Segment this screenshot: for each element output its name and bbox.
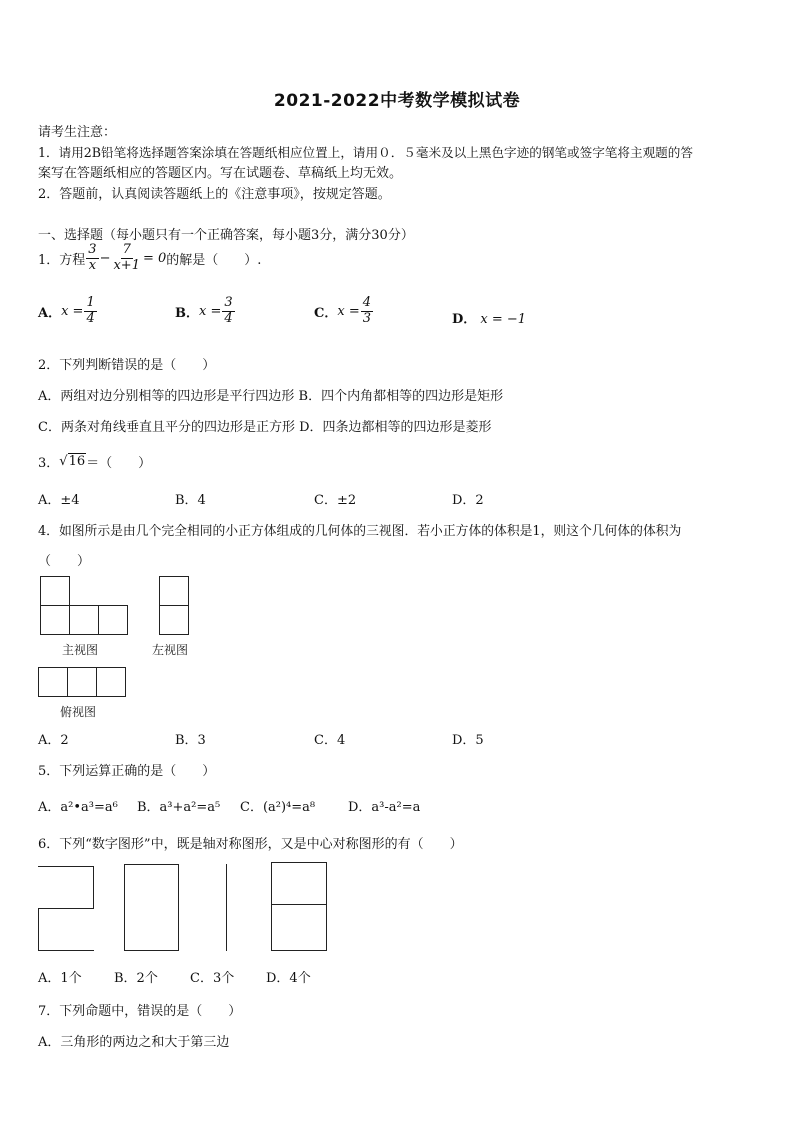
question-6-stem: 6．下列“数字图形”中，既是轴对称图形，又是中心对称图形的有（ ） — [38, 837, 463, 852]
notice-item-1b: 案写在答题纸相应的答题区内。写在试题卷、草稿纸上均无效。 — [38, 166, 403, 181]
question-4-stem: 4．如图所示是由几个完全相同的小正方体组成的几何体的三视图．若小正方体的体积是1，则这个几何体的体积为 — [38, 524, 682, 539]
q2-options-cd: C．两条对角线垂直且平分的四边形是正方形 D．四条边都相等的四边形是菱形 — [38, 420, 492, 435]
view-square — [159, 576, 189, 606]
stroke — [38, 908, 94, 909]
q2-options-ab: A．两组对边分别相等的四边形是平行四边形 B．四个内角都相等的四边形是矩形 — [38, 389, 504, 404]
fraction-denominator: 4 — [224, 310, 233, 326]
notice-heading: 请考生注意： — [38, 125, 117, 140]
radical-sign-icon: √ — [59, 454, 68, 469]
notice-item-1a: 1．请用2B铅笔将选择题答案涂填在答题纸相应位置上，请用０．５毫米及以上黑色字迹的钢笔或签字笔将主观题的答 — [38, 145, 693, 160]
q7-option-a: A．三角形的两边之和大于第三边 — [38, 1035, 230, 1050]
view-square — [40, 576, 70, 606]
question-4-paren: （ ） — [38, 554, 91, 569]
stroke — [38, 950, 94, 951]
view-square — [38, 667, 68, 697]
q1-option-a — [38, 296, 98, 327]
q6-option-b: B．2个 — [114, 971, 158, 986]
view-square — [67, 667, 97, 697]
fraction-numerator: 3 — [88, 242, 97, 257]
q5-option-d: D．a³-a²=a — [348, 800, 421, 815]
q3-option-a: A．±4 — [38, 493, 80, 508]
view-square — [159, 605, 189, 635]
top-view-label: 俯视图 — [60, 705, 97, 719]
left-view-label: 左视图 — [152, 643, 189, 657]
page-title: 2021-2022中考数学模拟试卷 — [273, 91, 521, 111]
q3-option-d: D．2 — [452, 493, 484, 508]
fraction-denominator: 4 — [86, 310, 95, 326]
q4-option-c: C．4 — [314, 733, 346, 748]
option-variable: x = — [337, 303, 360, 319]
view-square — [96, 667, 126, 697]
q1-option-d — [452, 308, 526, 327]
option-label: B． — [175, 305, 199, 321]
q1-prefix: 1．方程 — [38, 252, 86, 268]
q1-suffix: 的解是（ ）. — [166, 252, 262, 268]
stroke — [271, 862, 327, 951]
q1-option-c — [314, 296, 374, 327]
digit-zero-figure — [124, 864, 179, 951]
q6-option-c: C．3个 — [190, 971, 235, 986]
option-fraction — [222, 296, 234, 327]
option-variable: x = — [61, 303, 84, 319]
q6-option-d: D．4个 — [266, 971, 311, 986]
q3-prefix: 3． — [38, 456, 60, 471]
option-label: C． — [314, 305, 338, 321]
option-variable: x = — [199, 303, 222, 319]
notice-item-2: 2．答题前，认真阅读答题纸上的《注意事项》，按规定答题。 — [38, 187, 391, 202]
q4-option-b: B．3 — [175, 733, 206, 748]
stroke — [38, 908, 39, 950]
q3-option-c: C．±2 — [314, 493, 357, 508]
stroke — [93, 866, 94, 908]
fraction-numerator: 7 — [122, 242, 131, 257]
option-fraction — [84, 296, 96, 327]
q5-option-a: A．a²•a³=a⁶ — [38, 800, 118, 815]
question-5-stem: 5．下列运算正确的是（ ） — [38, 764, 216, 779]
question-7-stem: 7．下列命题中，错误的是（ ） — [38, 1004, 242, 1019]
fraction-numerator: 3 — [224, 295, 233, 310]
view-square — [69, 605, 99, 635]
option-label: D． — [452, 312, 477, 327]
q3-suffix: ＝（ ） — [86, 456, 152, 471]
section-heading: 一、选择题（每小题只有一个正确答案，每小题3分，满分30分） — [38, 228, 414, 243]
q6-option-a: A．1个 — [38, 971, 82, 986]
minus-sign: − — [99, 250, 111, 266]
q4-option-a: A．2 — [38, 733, 69, 748]
fraction-7-over-x-plus-1 — [111, 243, 142, 274]
q3-option-b: B．4 — [175, 493, 206, 508]
q1-option-b — [175, 296, 236, 327]
option-label: A． — [38, 305, 62, 321]
view-square — [40, 605, 70, 635]
q4-option-d: D．5 — [452, 733, 484, 748]
fraction-numerator: 1 — [86, 295, 95, 310]
digit-one-figure — [226, 864, 227, 951]
question-2-stem: 2．下列判断错误的是（ ） — [38, 358, 216, 373]
view-square — [98, 605, 128, 635]
fraction-3-over-x — [86, 243, 98, 274]
radicand: 16 — [68, 454, 86, 469]
question-3-stem — [38, 452, 151, 471]
fraction-denominator: x — [88, 257, 97, 273]
stroke — [38, 866, 94, 867]
front-view-label: 主视图 — [62, 643, 99, 657]
q5-option-b: B．a³+a²=a⁵ — [137, 800, 221, 815]
fraction-denominator: x+1 — [113, 257, 140, 273]
equals-zero: = 0 — [142, 250, 167, 266]
option-value: x = −1 — [480, 312, 527, 327]
question-1-stem — [38, 243, 261, 274]
square-root — [59, 454, 86, 469]
option-fraction — [361, 296, 373, 327]
stroke — [271, 904, 327, 905]
fraction-denominator: 3 — [362, 310, 371, 326]
q5-option-c: C．(a²)⁴=a⁸ — [240, 800, 316, 815]
fraction-numerator: 4 — [362, 295, 371, 310]
